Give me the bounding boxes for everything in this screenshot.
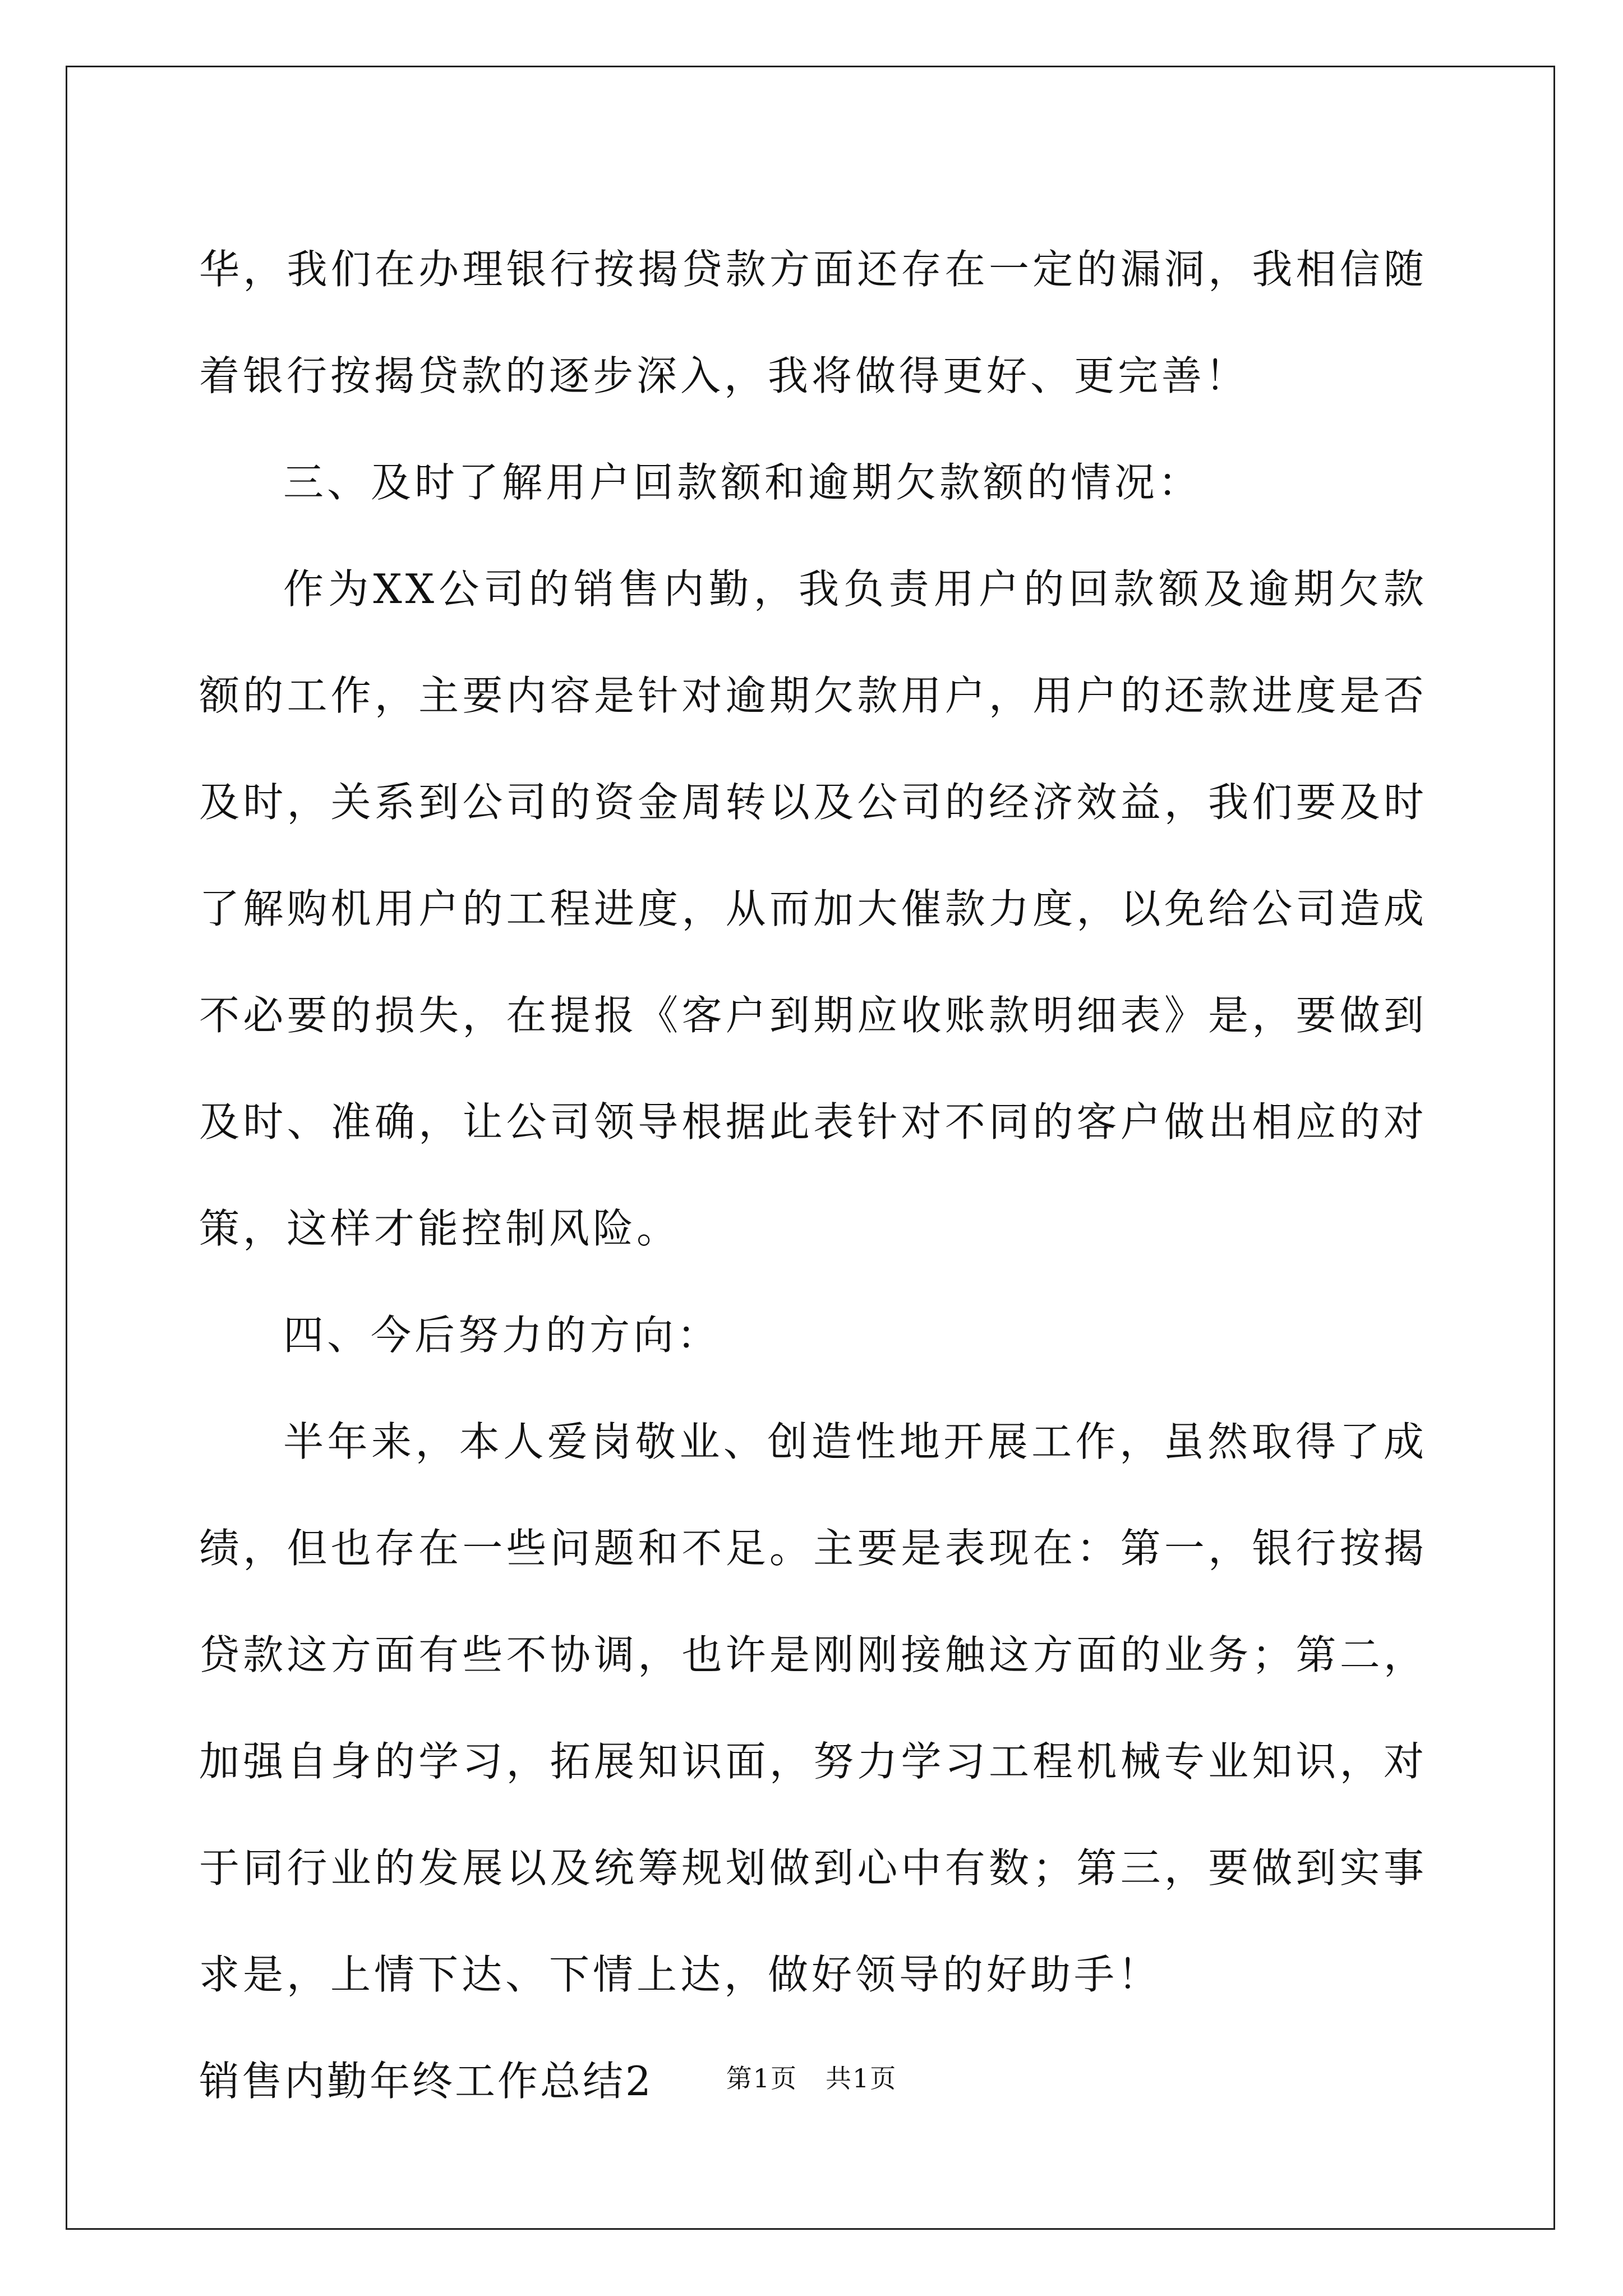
paragraph-3: 作为XX公司的销售内勤，我负责用户的回款额及逾期欠款额的工作，主要内容是针对逾期欠款用户，用户的还款进度是否及时，关系到公司的资金周转以及公司的经济效益，我们要及时了解购机用户的工程进度，从而加大催款力度，以免给公司造成不必要的损失，在提报《客户到期应收账款明细表》是，要做到及时、准确，让公司领导根据此表针对不同的客户做出相应的对策，这样才能控制风险。 (199, 565, 1427, 1252)
document-body (199, 216, 1427, 2134)
section-heading: 销售内勤年终工作总结2 (199, 2058, 653, 2105)
page-footer (0, 2062, 1623, 2095)
paragraph-2-heading: 三、及时了解用户回款额和逾期欠款额的情况： (283, 459, 1202, 506)
paragraph-5: 半年来，本人爱岗敬业、创造性地开展工作，虽然取得了成绩，但也存在一些问题和不足。主要是表现在：第一，银行按揭贷款这方面有些不协调，也许是刚刚接触这方面的业务；第二，加强自身的学习，拓展知识面，努力学习工程机械专业知识，对于同行业的发展以及统筹规划做到心中有数；第三，要做到实事求是，上情下达、下情上达，做好领导的好助手！ (199, 1418, 1427, 1998)
page-number-current: 第1页 (726, 2063, 797, 2093)
paragraph-4-heading: 四、今后努力的方向： (283, 1312, 721, 1359)
paragraph-1: 华，我们在办理银行按揭贷款方面还存在一定的漏洞，我相信随着银行按揭贷款的逐步深入，我将做得更好、更完善！ (199, 246, 1427, 399)
page-number-total: 共1页 (826, 2063, 897, 2093)
